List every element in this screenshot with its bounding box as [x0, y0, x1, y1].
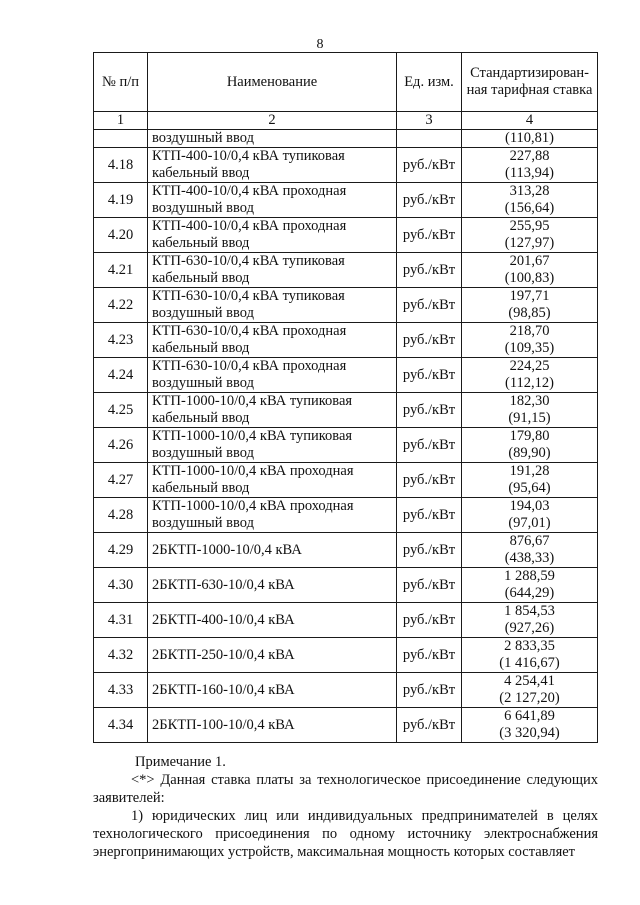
row-rate: [462, 638, 598, 673]
table-row: [94, 708, 598, 743]
rate-value-alt: (1 416,67): [499, 655, 560, 671]
header-num: № п/п: [94, 53, 148, 112]
note-paragraph: 1) юридических лиц или индивидуальных предпринимателей в целях технологического присоединения по одному источнику электроснабжения энергопринимающих устройств, максимальная мощность которых составляет: [93, 808, 598, 860]
table-row: [94, 253, 598, 288]
row-rate: [462, 708, 598, 743]
rate-value: 4 254,41: [504, 673, 555, 689]
row-unit: руб./кВт: [397, 393, 462, 428]
rate-value: 224,25: [509, 358, 550, 374]
row-unit: руб./кВт: [397, 288, 462, 323]
column-index: 1: [94, 112, 148, 130]
column-index: 3: [397, 112, 462, 130]
row-unit: руб./кВт: [397, 253, 462, 288]
table-header-row: [94, 53, 598, 112]
rate-value-alt: (95,64): [508, 480, 551, 496]
row-num: 4.26: [94, 428, 148, 463]
table-row: [94, 568, 598, 603]
row-unit: руб./кВт: [397, 498, 462, 533]
row-num: 4.32: [94, 638, 148, 673]
row-rate: [462, 428, 598, 463]
row-name: воздушный ввод: [148, 130, 397, 148]
row-rate: [462, 673, 598, 708]
rate-value: 179,80: [509, 428, 550, 444]
rate-value-alt: (2 127,20): [499, 690, 560, 706]
rate-value-alt: (97,01): [508, 515, 551, 531]
rate-value: 218,70: [509, 323, 550, 339]
row-rate: [462, 218, 598, 253]
row-name: КТП-1000-10/0,4 кВА проходная воздушный ввод: [148, 498, 397, 533]
header-name: Наименование: [148, 53, 397, 112]
row-num: 4.27: [94, 463, 148, 498]
rate-value: 255,95: [509, 218, 550, 234]
table-row: [94, 638, 598, 673]
row-unit: руб./кВт: [397, 673, 462, 708]
rate-value-alt: (127,97): [504, 235, 555, 251]
row-unit: руб./кВт: [397, 428, 462, 463]
row-name: 2БКТП-1000-10/0,4 кВА: [148, 533, 397, 568]
note-title: Примечание 1.: [135, 754, 226, 770]
row-num: 4.19: [94, 183, 148, 218]
row-num: 4.25: [94, 393, 148, 428]
row-unit: руб./кВт: [397, 463, 462, 498]
row-rate: [462, 393, 598, 428]
row-name: КТП-400-10/0,4 кВА тупиковая кабельный ввод: [148, 148, 397, 183]
row-num: 4.33: [94, 673, 148, 708]
rate-value-alt: (644,29): [504, 585, 555, 601]
rate-value: 1 288,59: [504, 568, 555, 584]
rate-value: 191,28: [509, 463, 550, 479]
table-row: [94, 603, 598, 638]
row-num: 4.20: [94, 218, 148, 253]
row-unit: руб./кВт: [397, 218, 462, 253]
column-index-row: [94, 112, 598, 130]
row-rate: [462, 148, 598, 183]
page-number: 8: [316, 37, 324, 52]
row-num: 4.18: [94, 148, 148, 183]
row-num: 4.22: [94, 288, 148, 323]
row-name: КТП-1000-10/0,4 кВА тупиковая воздушный ввод: [148, 428, 397, 463]
note-section: [93, 753, 598, 861]
row-num: 4.21: [94, 253, 148, 288]
column-index: 2: [148, 112, 397, 130]
rate-value: 201,67: [509, 253, 550, 269]
row-unit: руб./кВт: [397, 603, 462, 638]
rate-value: 313,28: [509, 183, 550, 199]
row-num: 4.28: [94, 498, 148, 533]
row-num: 4.30: [94, 568, 148, 603]
row-unit: руб./кВт: [397, 323, 462, 358]
table-row: [94, 183, 598, 218]
row-name: 2БКТП-160-10/0,4 кВА: [148, 673, 397, 708]
rate-value-alt: (91,15): [508, 410, 551, 426]
rate-value-alt: (89,90): [508, 445, 551, 461]
rate-value: 194,03: [509, 498, 550, 514]
row-rate: [462, 358, 598, 393]
row-unit: руб./кВт: [397, 638, 462, 673]
row-num: 4.24: [94, 358, 148, 393]
row-unit: руб./кВт: [397, 358, 462, 393]
row-num: 4.29: [94, 533, 148, 568]
rate-value-alt: (3 320,94): [499, 725, 560, 741]
row-name: КТП-630-10/0,4 кВА тупиковая кабельный ввод: [148, 253, 397, 288]
row-rate: [462, 498, 598, 533]
rate-value-alt: (112,12): [505, 375, 554, 391]
row-rate: [462, 288, 598, 323]
rate-value: 1 854,53: [504, 603, 555, 619]
row-unit: руб./кВт: [397, 148, 462, 183]
row-rate: [462, 568, 598, 603]
row-rate: [462, 323, 598, 358]
row-name: КТП-630-10/0,4 кВА проходная кабельный ввод: [148, 323, 397, 358]
rate-value-alt: (156,64): [504, 200, 555, 216]
table-row: [94, 148, 598, 183]
note-paragraph: <*> Данная ставка платы за технологическое присоединение следующих заявителей:: [93, 772, 598, 806]
rate-value-alt: (113,94): [505, 165, 554, 181]
continuation-row: [94, 130, 598, 148]
rate-value-alt: (927,26): [504, 620, 555, 636]
row-rate: [462, 603, 598, 638]
table-row: [94, 393, 598, 428]
rate-value: 2 833,35: [504, 638, 555, 654]
table-row: [94, 428, 598, 463]
row-name: 2БКТП-630-10/0,4 кВА: [148, 568, 397, 603]
table-row: [94, 498, 598, 533]
table-row: [94, 218, 598, 253]
row-num: 4.34: [94, 708, 148, 743]
table-row: [94, 288, 598, 323]
rate-value-alt: (438,33): [504, 550, 555, 566]
row-name: КТП-400-10/0,4 кВА проходная воздушный ввод: [148, 183, 397, 218]
table-row: [94, 323, 598, 358]
column-index: 4: [462, 112, 598, 130]
row-rate: [462, 183, 598, 218]
rate-value-alt: (98,85): [508, 305, 551, 321]
row-name: КТП-630-10/0,4 кВА тупиковая воздушный ввод: [148, 288, 397, 323]
row-name: КТП-1000-10/0,4 кВА проходная кабельный ввод: [148, 463, 397, 498]
row-name: КТП-400-10/0,4 кВА проходная кабельный ввод: [148, 218, 397, 253]
row-unit: руб./кВт: [397, 533, 462, 568]
row-unit: руб./кВт: [397, 183, 462, 218]
header-rate: Стандартизирован-ная тарифная ставка: [462, 53, 598, 112]
table-row: [94, 463, 598, 498]
row-unit: руб./кВт: [397, 568, 462, 603]
row-unit: [397, 130, 462, 148]
table-row: [94, 358, 598, 393]
header-unit: Ед. изм.: [397, 53, 462, 112]
row-name: 2БКТП-400-10/0,4 кВА: [148, 603, 397, 638]
row-unit: руб./кВт: [397, 708, 462, 743]
row-rate: [462, 253, 598, 288]
row-num: [94, 130, 148, 148]
table-row: [94, 533, 598, 568]
row-rate: (110,81): [462, 130, 598, 148]
row-name: КТП-630-10/0,4 кВА проходная воздушный ввод: [148, 358, 397, 393]
row-rate: [462, 533, 598, 568]
rate-value-alt: (109,35): [504, 340, 555, 356]
tariff-table: [93, 52, 598, 743]
rate-value-alt: (100,83): [504, 270, 555, 286]
rate-value: 182,30: [509, 393, 550, 409]
row-num: 4.23: [94, 323, 148, 358]
row-name: 2БКТП-250-10/0,4 кВА: [148, 638, 397, 673]
row-num: 4.31: [94, 603, 148, 638]
rate-value: 197,71: [509, 288, 550, 304]
rate-value: 227,88: [509, 148, 550, 164]
table-row: [94, 673, 598, 708]
row-name: 2БКТП-100-10/0,4 кВА: [148, 708, 397, 743]
row-rate: [462, 463, 598, 498]
rate-value: 876,67: [509, 533, 550, 549]
rate-value: 6 641,89: [504, 708, 555, 724]
row-name: КТП-1000-10/0,4 кВА тупиковая кабельный ввод: [148, 393, 397, 428]
